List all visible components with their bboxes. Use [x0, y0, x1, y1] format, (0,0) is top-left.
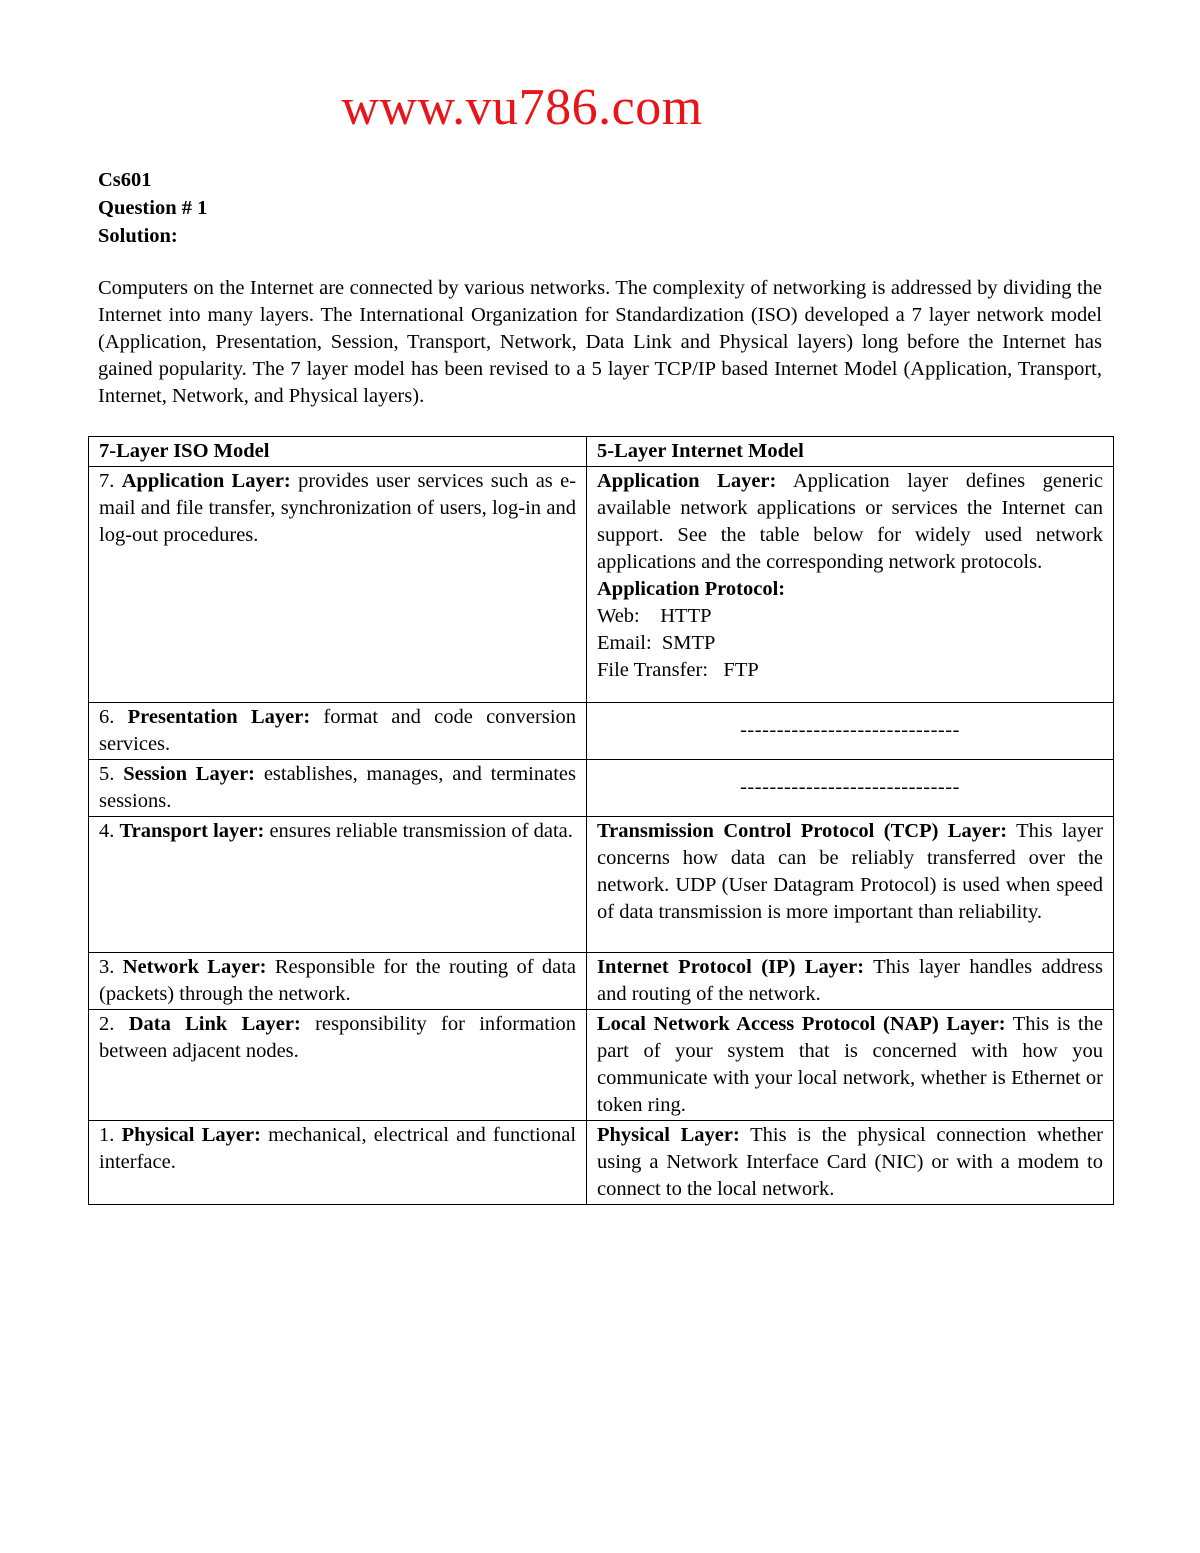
protocol-heading: Application Protocol: — [597, 578, 786, 600]
layer-title: Session Layer: — [123, 763, 255, 785]
layers-comparison-table — [88, 436, 1114, 1205]
layer-number: 2. — [99, 1013, 115, 1035]
iso-cell — [89, 703, 587, 760]
internet-column-header: 5-Layer Internet Model — [587, 437, 1114, 467]
layer-title: Physical Layer: — [121, 1124, 261, 1146]
layer-description: responsibility for information between adjacent nodes. — [99, 1013, 577, 1062]
internet-cell-empty: ------------------------------ — [587, 760, 1114, 817]
layer-description: mechanical, electrical and functional interface. — [99, 1124, 577, 1173]
layer-description: This layer concerns how data can be reliably transferred over the network. UDP (User Datagram Protocol) is used when speed of data transmission is more important than reliability. — [597, 820, 1103, 923]
iso-cell — [89, 953, 587, 1010]
table-header-row — [89, 437, 1114, 467]
table-row — [89, 1010, 1114, 1121]
layer-description: provides user services such as e-mail and file transfer, synchronization of users, log-in and log-out procedures. — [99, 470, 577, 546]
table-row — [89, 953, 1114, 1010]
layer-number: 5. — [99, 763, 115, 785]
intro-paragraph: Computers on the Internet are connected by various networks. The complexity of networking is addressed by dividing the Internet into many layers. The International Organization for Standardization (ISO) developed a 7 layer network model (Application, Presentation, Session, Transport, Network, Data Link and Physical layers) long before the Internet has gained popularity. The 7 layer model has been revised to a 5 layer TCP/IP based Internet Model (Application, Transport, Internet, Network, and Physical layers). — [98, 277, 1102, 407]
internet-cell-empty: ------------------------------ — [587, 703, 1114, 760]
layer-description: format and code conversion services. — [99, 706, 577, 755]
iso-cell — [89, 1010, 587, 1121]
internet-cell — [587, 467, 1114, 703]
protocol-item: File Transfer: FTP — [597, 659, 759, 681]
iso-cell — [89, 467, 587, 703]
table-row — [89, 760, 1114, 817]
layer-number: 3. — [99, 956, 115, 978]
layer-number: 1. — [99, 1124, 115, 1146]
layer-title: Data Link Layer: — [128, 1013, 301, 1035]
layer-description: ensures reliable transmission of data. — [269, 820, 573, 842]
layer-number: 6. — [99, 706, 115, 728]
watermark-link[interactable] — [0, 78, 1200, 138]
question-number: Question # 1 — [98, 197, 208, 219]
solution-label: Solution: — [98, 225, 178, 247]
layer-title: Physical Layer: — [597, 1124, 740, 1146]
table-row — [89, 467, 1114, 703]
layer-title: Network Layer: — [122, 956, 267, 978]
document-header — [98, 166, 207, 250]
internet-cell — [587, 817, 1114, 953]
iso-cell — [89, 760, 587, 817]
layer-number: 7. — [99, 470, 115, 492]
table-row — [89, 703, 1114, 760]
layer-description: establishes, manages, and terminates sessions. — [99, 763, 577, 812]
iso-column-header: 7-Layer ISO Model — [89, 437, 587, 467]
layer-description: Application layer defines generic available network applications or services the Internet can support. See the table below for widely used network applications and the corresponding network protocols. — [597, 470, 1103, 573]
layer-description: This is the part of your system that is concerned with how you communicate with your local network, whether is Ethernet or token ring. — [597, 1013, 1103, 1116]
protocol-item: Email: SMTP — [597, 632, 716, 654]
layer-title: Application Layer: — [121, 470, 291, 492]
layer-title: Presentation Layer: — [127, 706, 311, 728]
layer-description: This is the physical connection whether using a Network Interface Card (NIC) or with a modem to connect to the local network. — [597, 1124, 1103, 1200]
layer-description: This layer handles address and routing of the network. — [597, 956, 1103, 1005]
layer-number: 4. — [99, 820, 115, 842]
table-row — [89, 1121, 1114, 1205]
iso-cell — [89, 1121, 587, 1205]
watermark-text[interactable]: www.vu786.com — [341, 79, 703, 136]
internet-cell — [587, 953, 1114, 1010]
iso-cell — [89, 817, 587, 953]
layer-title: Transport layer: — [119, 820, 265, 842]
layer-title: Application Layer: — [597, 470, 777, 492]
layer-title: Transmission Control Protocol (TCP) Layer: — [597, 820, 1008, 842]
layer-description: Responsible for the routing of data (packets) through the network. — [99, 956, 577, 1005]
layer-title: Local Network Access Protocol (NAP) Layer: — [597, 1013, 1006, 1035]
internet-cell — [587, 1121, 1114, 1205]
table-row — [89, 817, 1114, 953]
layer-title: Internet Protocol (IP) Layer: — [597, 956, 865, 978]
course-code: Cs601 — [98, 169, 152, 191]
protocol-item: Web: HTTP — [597, 605, 712, 627]
internet-cell — [587, 1010, 1114, 1121]
